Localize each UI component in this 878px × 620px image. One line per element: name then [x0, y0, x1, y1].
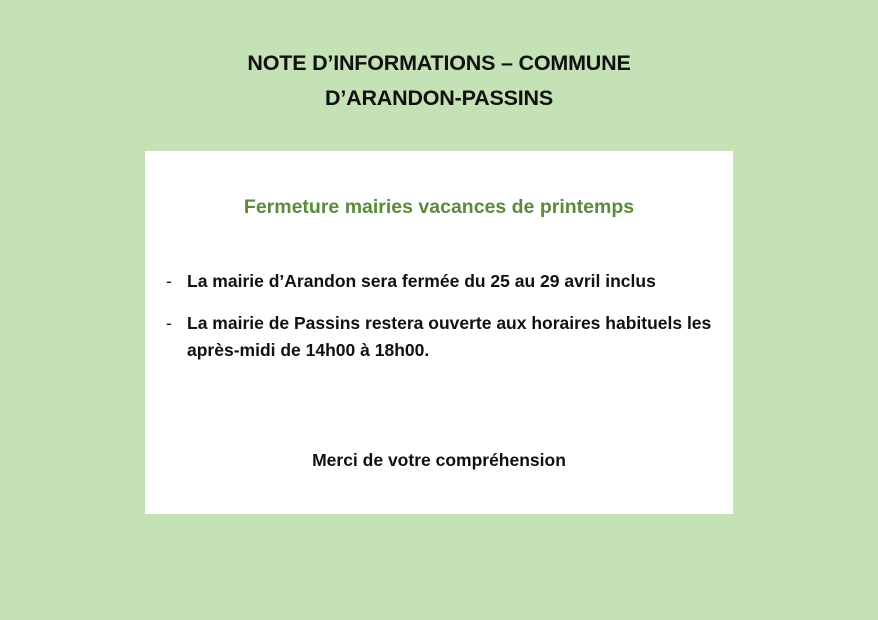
page-title-line-1: NOTE D’INFORMATIONS – COMMUNE	[247, 51, 631, 75]
page-title	[0, 46, 878, 116]
notice-item-text: La mairie de Passins restera ouverte aux horaires habituels les après-midi de 14h00 à 18h00.	[187, 313, 712, 360]
list-item	[166, 310, 726, 364]
notice-list	[166, 268, 726, 379]
bullet-dash: -	[166, 313, 172, 333]
notice-item-text: La mairie d’Arandon sera fermée du 25 au 29 avril inclus	[187, 271, 656, 291]
page-title-line-2: D’ARANDON-PASSINS	[325, 86, 553, 110]
bullet-dash: -	[166, 271, 172, 291]
list-item	[166, 268, 726, 295]
notice-heading: Fermeture mairies vacances de printemps	[243, 196, 635, 218]
closing-message: Merci de votre compréhension	[312, 450, 566, 470]
